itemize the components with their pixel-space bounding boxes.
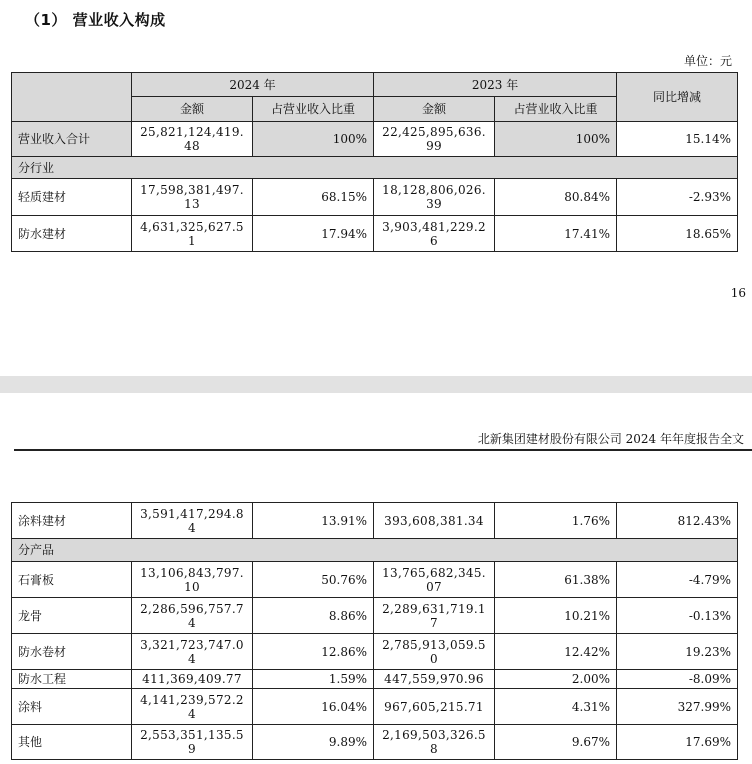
- ratio-2023-cell: 10.21%: [495, 598, 617, 634]
- revenue-table-top: [11, 72, 738, 252]
- amount-2023-cell: 2,169,503,326.58: [374, 725, 495, 760]
- ratio-2023-cell: 61.38%: [495, 562, 617, 598]
- amount-2023-cell: 3,903,481,229.26: [374, 216, 495, 252]
- header-year-2023: 2023 年: [374, 73, 617, 97]
- yoy-cell: 17.69%: [617, 725, 738, 760]
- yoy-cell: 18.65%: [617, 216, 738, 252]
- ratio-2024-cell: 68.15%: [253, 179, 374, 216]
- section-heading: （1） 营业收入构成: [25, 11, 166, 29]
- ratio-2024-cell: 9.89%: [253, 725, 374, 760]
- amount-2023-cell: 447,559,970.96: [374, 670, 495, 689]
- yoy-cell: 19.23%: [617, 634, 738, 670]
- amount-2024-cell: 17,598,381,497.13: [132, 179, 253, 216]
- table-row: [12, 689, 738, 725]
- row-label: 防水建材: [12, 216, 132, 252]
- row-label: 防水工程: [12, 670, 132, 689]
- amount-2023-cell: 13,765,682,345.07: [374, 562, 495, 598]
- ratio-2024-cell: 16.04%: [253, 689, 374, 725]
- ratio-2024-cell: 8.86%: [253, 598, 374, 634]
- yoy-cell: -2.93%: [617, 179, 738, 216]
- amount-2024-cell: 2,553,351,135.59: [132, 725, 253, 760]
- amount-2023-cell: 22,425,895,636.99: [374, 122, 495, 157]
- header-blank-cell: [12, 73, 132, 122]
- header-amount-2024: 金额: [132, 97, 253, 122]
- table-row: [12, 562, 738, 598]
- revenue-table-bottom: [11, 502, 738, 760]
- ratio-2023-cell: 100%: [495, 122, 617, 157]
- header-ratio-2024: 占营业收入比重: [253, 97, 374, 122]
- row-label: 涂料: [12, 689, 132, 725]
- amount-2023-cell: 18,128,806,026.39: [374, 179, 495, 216]
- ratio-2023-cell: 17.41%: [495, 216, 617, 252]
- section-industry: 分行业: [12, 157, 738, 179]
- header-rule: [14, 449, 752, 451]
- table-row: [12, 179, 738, 216]
- amount-2024-cell: 4,141,239,572.24: [132, 689, 253, 725]
- ratio-2024-cell: 1.59%: [253, 670, 374, 689]
- amount-2024-cell: 3,321,723,747.04: [132, 634, 253, 670]
- yoy-cell: -4.79%: [617, 562, 738, 598]
- table-row: [12, 634, 738, 670]
- unit-label: 单位：元: [683, 54, 732, 68]
- table-row: [12, 670, 738, 689]
- row-label: 涂料建材: [12, 503, 132, 539]
- row-label: 营业收入合计: [12, 122, 132, 157]
- amount-2023-cell: 2,785,913,059.50: [374, 634, 495, 670]
- row-label: 防水卷材: [12, 634, 132, 670]
- amount-2023-cell: 2,289,631,719.17: [374, 598, 495, 634]
- section-product: 分产品: [12, 539, 738, 562]
- ratio-2024-cell: 17.94%: [253, 216, 374, 252]
- yoy-cell: -8.09%: [617, 670, 738, 689]
- ratio-2023-cell: 2.00%: [495, 670, 617, 689]
- ratio-2024-cell: 50.76%: [253, 562, 374, 598]
- amount-2023-cell: 393,608,381.34: [374, 503, 495, 539]
- table-row: [12, 216, 738, 252]
- yoy-cell: 327.99%: [617, 689, 738, 725]
- running-header: 北新集团建材股份有限公司 2024 年年度报告全文: [477, 432, 744, 446]
- row-label: 龙骨: [12, 598, 132, 634]
- ratio-2024-cell: 13.91%: [253, 503, 374, 539]
- table-row: [12, 503, 738, 539]
- table-row: [12, 598, 738, 634]
- yoy-cell: -0.13%: [617, 598, 738, 634]
- header-yoy: 同比增减: [617, 73, 738, 122]
- header-year-2024: 2024 年: [132, 73, 374, 97]
- page-number: 16: [730, 286, 746, 300]
- amount-2023-cell: 967,605,215.71: [374, 689, 495, 725]
- ratio-2023-cell: 12.42%: [495, 634, 617, 670]
- amount-2024-cell: 25,821,124,419.48: [132, 122, 253, 157]
- yoy-cell: 812.43%: [617, 503, 738, 539]
- row-label: 石膏板: [12, 562, 132, 598]
- row-label: 轻质建材: [12, 179, 132, 216]
- table-row: [12, 725, 738, 760]
- ratio-2024-cell: 12.86%: [253, 634, 374, 670]
- header-ratio-2023: 占营业收入比重: [495, 97, 617, 122]
- ratio-2023-cell: 80.84%: [495, 179, 617, 216]
- ratio-2023-cell: 9.67%: [495, 725, 617, 760]
- header-amount-2023: 金额: [374, 97, 495, 122]
- amount-2024-cell: 411,369,409.77: [132, 670, 253, 689]
- row-label: 其他: [12, 725, 132, 760]
- ratio-2023-cell: 1.76%: [495, 503, 617, 539]
- amount-2024-cell: 4,631,325,627.51: [132, 216, 253, 252]
- ratio-2024-cell: 100%: [253, 122, 374, 157]
- table-row-total: [12, 122, 738, 157]
- yoy-cell: 15.14%: [617, 122, 738, 157]
- amount-2024-cell: 2,286,596,757.74: [132, 598, 253, 634]
- amount-2024-cell: 3,591,417,294.84: [132, 503, 253, 539]
- ratio-2023-cell: 4.31%: [495, 689, 617, 725]
- page-break: [0, 376, 752, 393]
- amount-2024-cell: 13,106,843,797.10: [132, 562, 253, 598]
